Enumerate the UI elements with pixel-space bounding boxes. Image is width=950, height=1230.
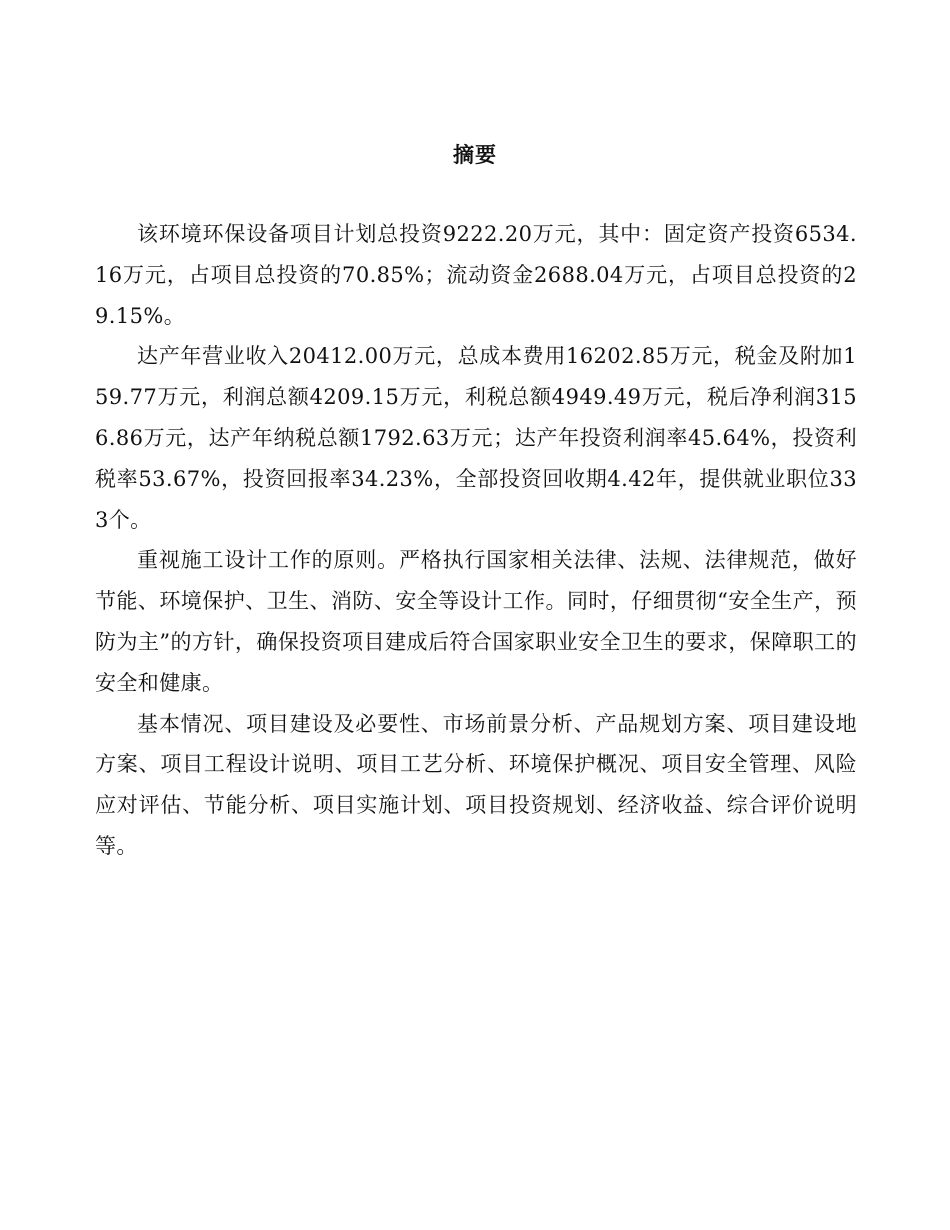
- paragraph-financial-indicators: 达产年营业收入20412.00万元，总成本费用16202.85万元，税金及附加159.77万元，利润总额4209.15万元，利税总额4949.49万元，税后净利润3156.86万元，达产年纳税总额1792.63万元；达产年投资利润率45.64%，投资利税率53.67%，投资回报率34.23%，全部投资回收期4.42年，提供就业职位333个。: [95, 344, 857, 532]
- document-title: 摘要: [453, 142, 497, 167]
- paragraph-investment-summary: 该环境环保设备项目计划总投资9222.20万元，其中：固定资产投资6534.16万元，占项目总投资的70.85%；流动资金2688.04万元，占项目总投资的29.15%。: [95, 222, 857, 328]
- paragraph-design-principles: 重视施工设计工作的原则。严格执行国家相关法律、法规、法律规范，做好节能、环境保护、卫生、消防、安全等设计工作。同时，仔细贯彻“安全生产，预防为主”的方针，确保投资项目建成后符合国家职业安全卫生的要求，保障职工的安全和健康。: [95, 548, 857, 695]
- paragraph-report-contents: 基本情况、项目建设及必要性、市场前景分析、产品规划方案、项目建设地方案、项目工程设计说明、项目工艺分析、环境保护概况、项目安全管理、风险应对评估、节能分析、项目实施计划、项目投资规划、经济收益、综合评价说明等。: [95, 711, 857, 858]
- document-body: [95, 214, 857, 867]
